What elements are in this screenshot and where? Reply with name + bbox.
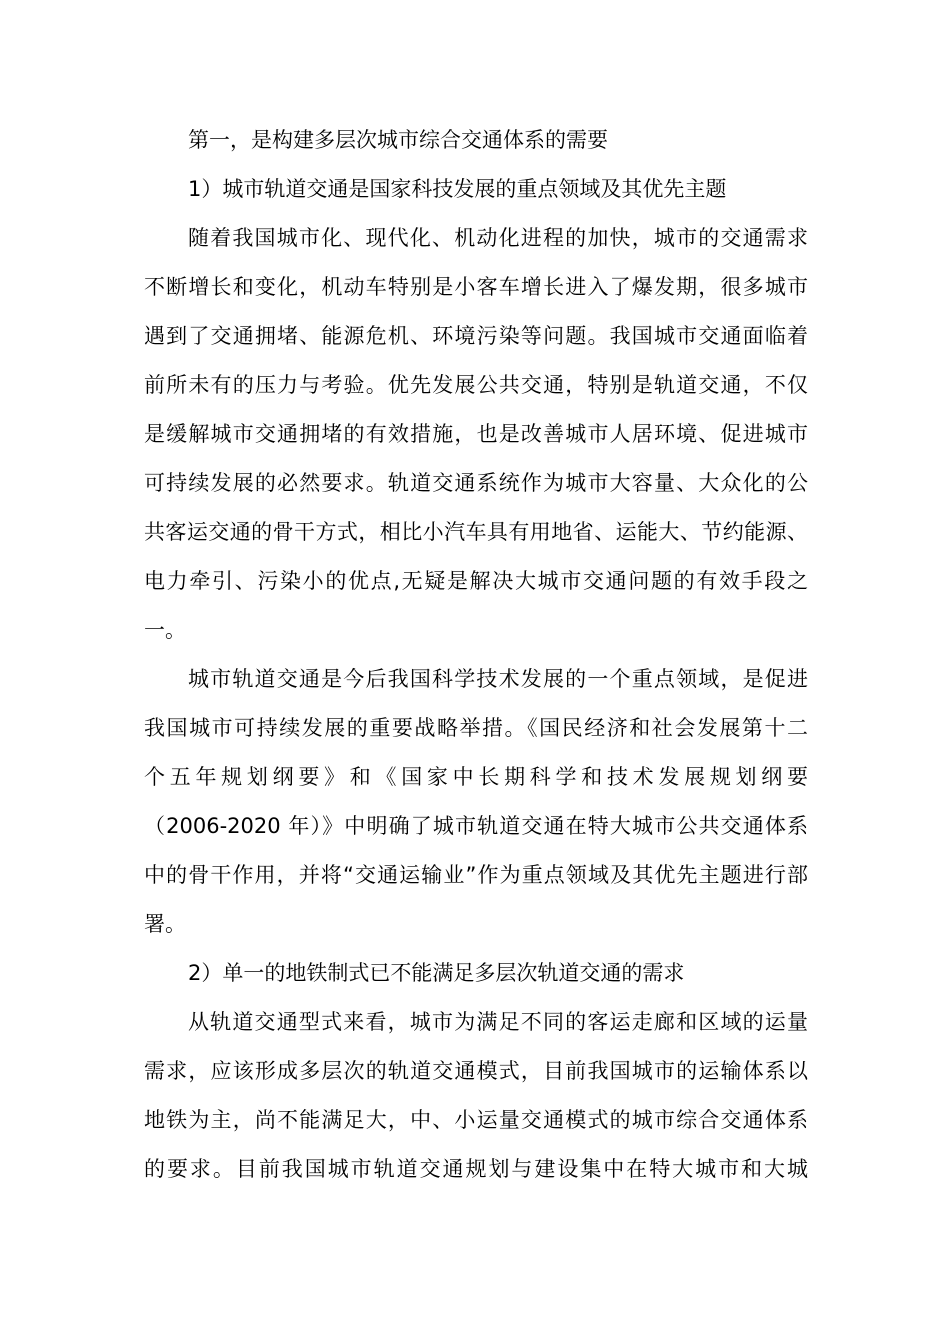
subsection-heading-2: 2）单一的地铁制式已不能满足多层次轨道交通的需求 (188, 961, 685, 985)
paragraph-line: 是缓解城市交通拥堵的有效措施，也是改善城市人居环境、促进城市 (144, 422, 808, 446)
paragraph-line: 个五年规划纲要》和《国家中长期科学和技术发展规划纲要 (144, 765, 808, 789)
paragraph-line: 的要求。目前我国城市轨道交通规划与建设集中在特大城市和大城 (144, 1157, 808, 1181)
section-heading: 第一，是构建多层次城市综合交通体系的需要 (188, 128, 608, 152)
paragraph-line: 不断增长和变化，机动车特别是小客车增长进入了爆发期，很多城市 (144, 275, 808, 299)
paragraph-line: 遇到了交通拥堵、能源危机、环境污染等问题。我国城市交通面临着 (144, 324, 808, 348)
paragraph-line: 地铁为主，尚不能满足大，中、小运量交通模式的城市综合交通体系 (144, 1108, 808, 1132)
paragraph-line: 可持续发展的必然要求。轨道交通系统作为城市大容量、大众化的公 (144, 471, 808, 495)
paragraph-line: 前所未有的压力与考验。优先发展公共交通，特别是轨道交通，不仅 (144, 373, 808, 397)
paragraph-line: 从轨道交通型式来看，城市为满足不同的客运走廊和区域的运量 (188, 1010, 808, 1034)
paragraph-line: （2006-2020 年）》中明确了城市轨道交通在特大城市公共交通体系 (144, 814, 808, 838)
paragraph-3 (144, 998, 808, 1194)
paragraph-line: 中的骨干作用，并将“交通运输业”作为重点领域及其优先主题进行部 (144, 863, 808, 887)
paragraph-line: 随着我国城市化、现代化、机动化进程的加快，城市的交通需求 (188, 226, 808, 250)
paragraph-line: 署。 (144, 912, 186, 936)
subsection-heading-1: 1）城市轨道交通是国家科技发展的重点领域及其优先主题 (188, 177, 727, 201)
paragraph-line: 城市轨道交通是今后我国科学技术发展的一个重点领域，是促进 (188, 667, 808, 691)
paragraph-line: 需求，应该形成多层次的轨道交通模式，目前我国城市的运输体系以 (144, 1059, 808, 1083)
paragraph-line: 一。 (144, 618, 186, 642)
document-page (144, 116, 808, 1194)
paragraph-1 (144, 214, 808, 655)
paragraph-line: 电力牵引、污染小的优点,无疑是解决大城市交通问题的有效手段之 (144, 569, 808, 593)
paragraph-line: 共客运交通的骨干方式，相比小汽车具有用地省、运能大、节约能源、 (144, 520, 808, 544)
paragraph-line: 我国城市可持续发展的重要战略举措。《国民经济和社会发展第十二 (144, 716, 808, 740)
paragraph-2 (144, 655, 808, 949)
